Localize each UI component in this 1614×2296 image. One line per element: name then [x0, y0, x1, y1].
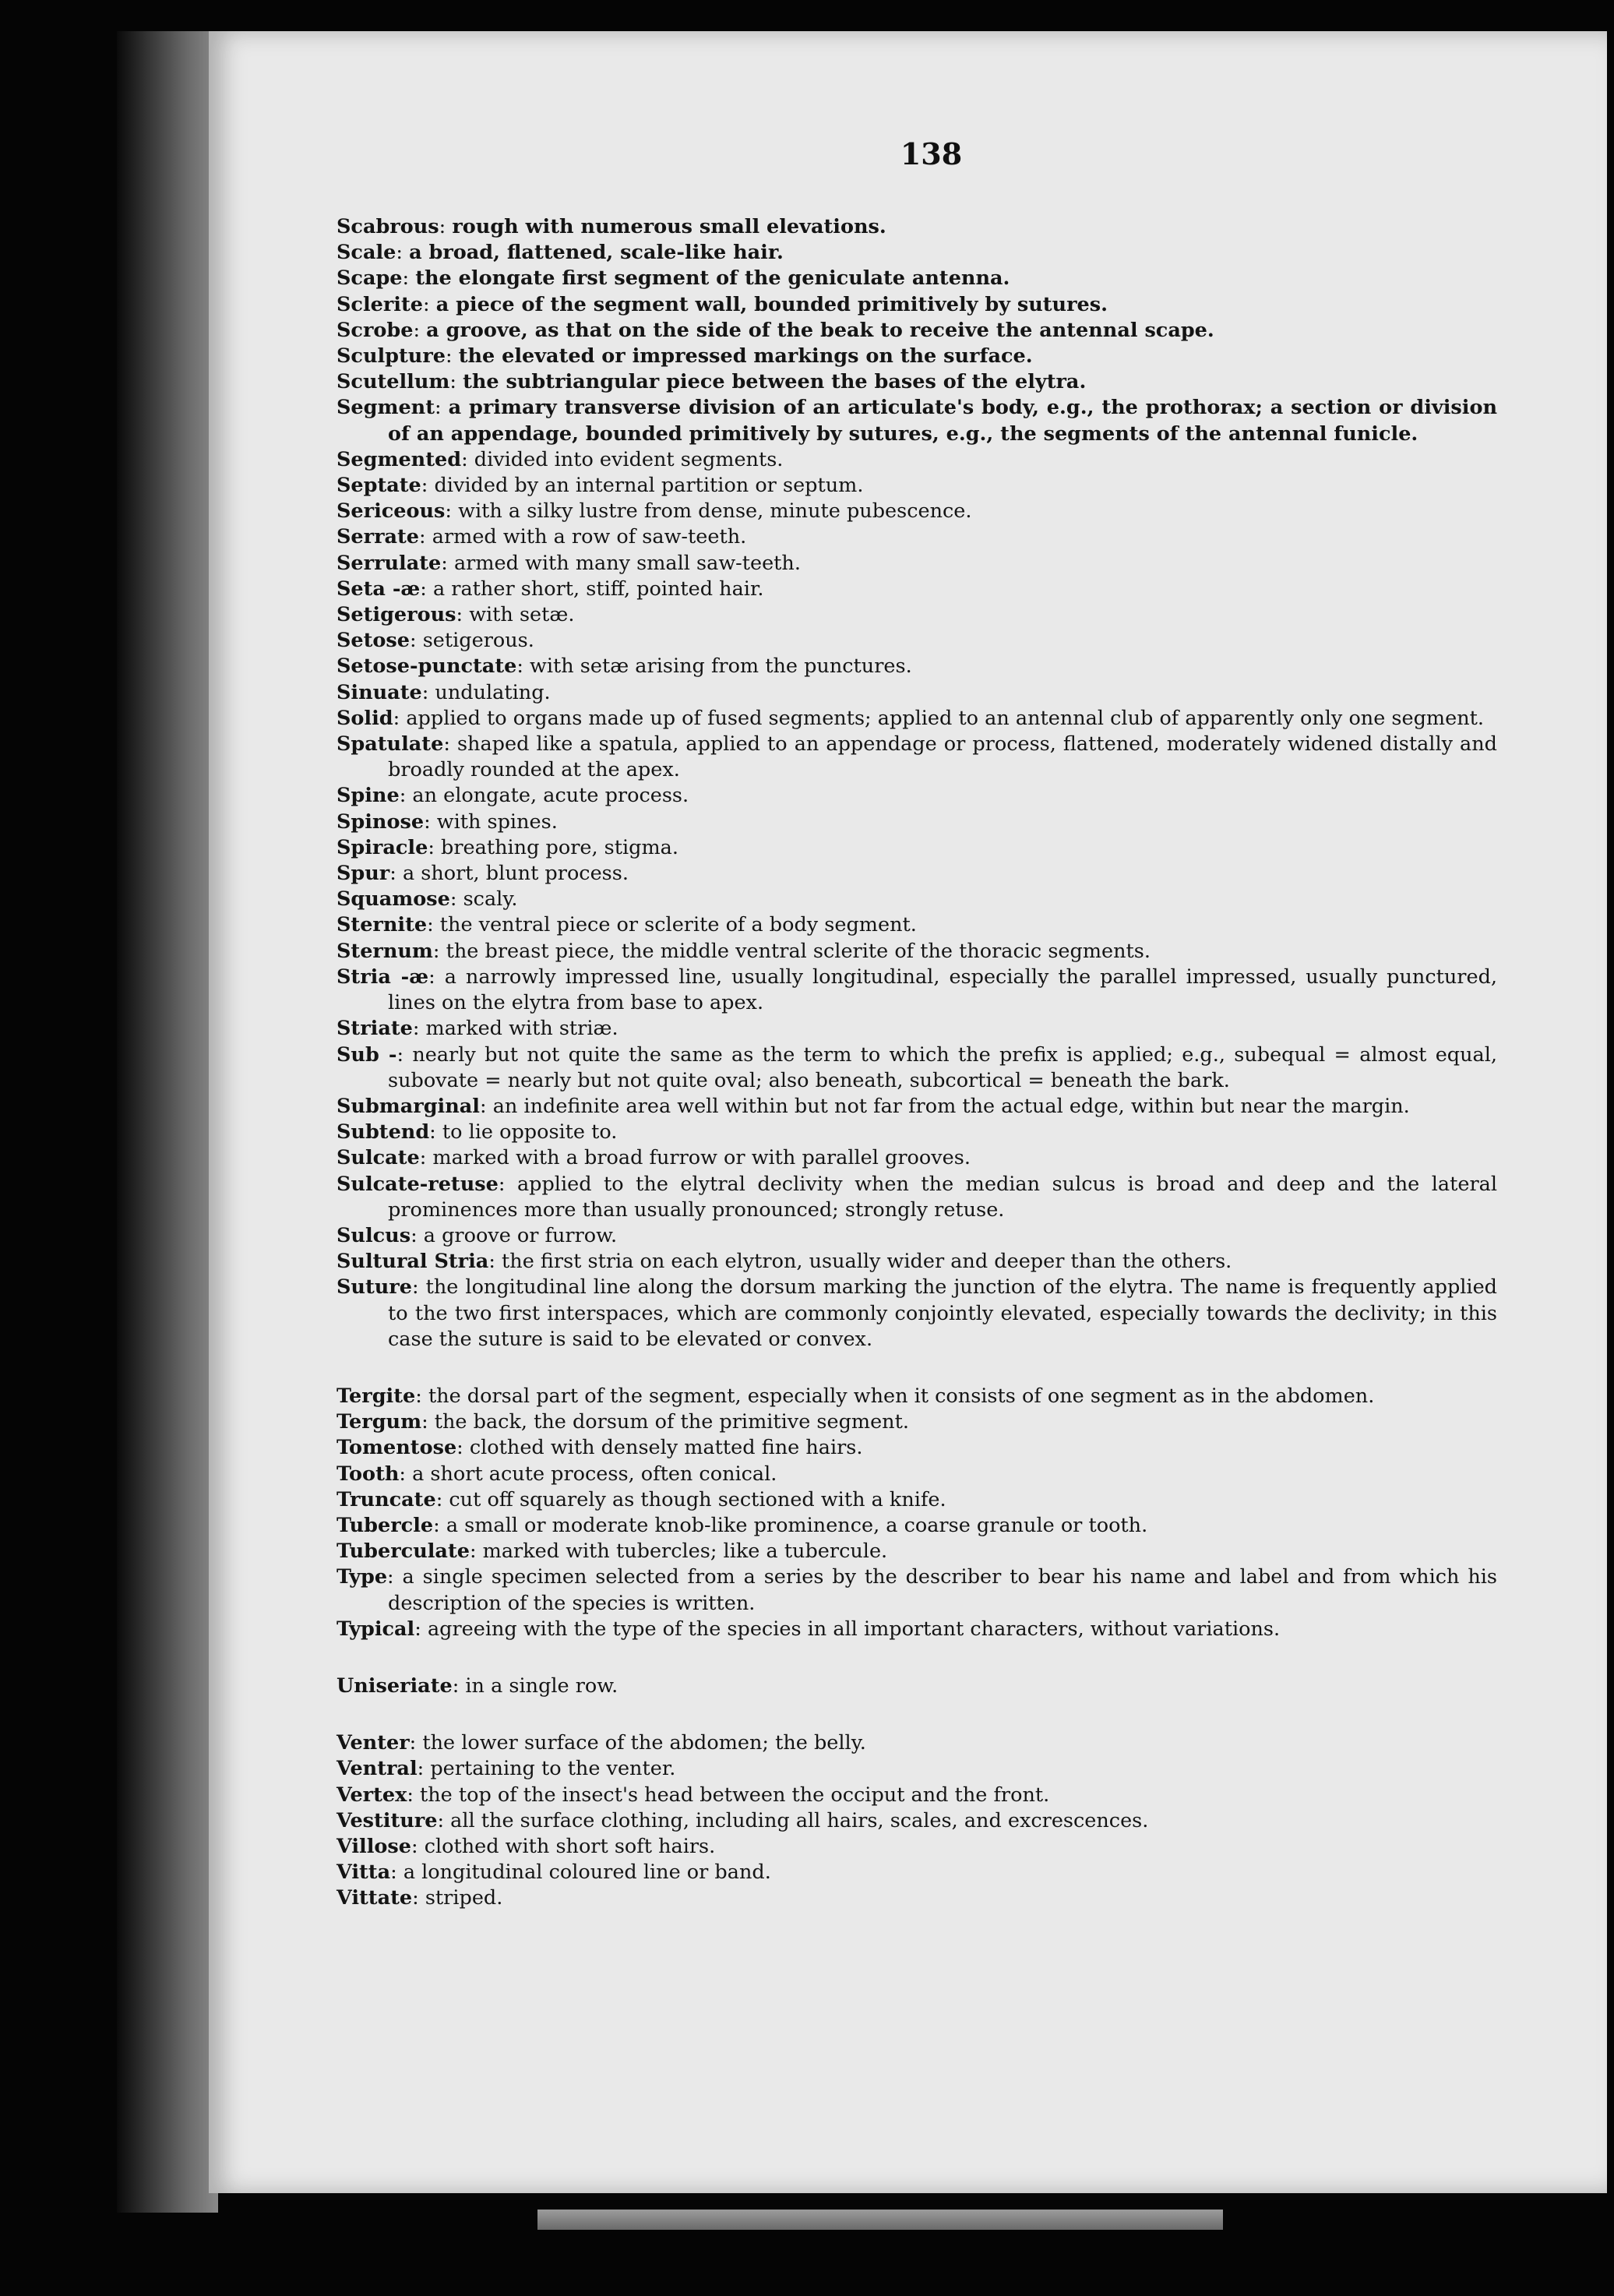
glossary-entry: Ventral: pertaining to the venter. — [337, 1757, 676, 1781]
glossary-definition: marked with tubercles; like a tubercule. — [482, 1539, 888, 1564]
glossary-definition: the top of the insect's head between the occiput and the front. — [420, 1783, 1050, 1807]
glossary-entry: Suture: the longitudinal line along the dorsum marking the junction of the elytra. The name is frequently applied to the two first interspaces, which are commonly conjointly elevated, especially towards the declivity; in this case the suture is said to be elevated or convex. — [337, 1275, 1498, 1351]
glossary-term: Spatulate — [337, 732, 444, 757]
glossary-definition: agreeing with the type of the species in all important characters, without variations. — [427, 1617, 1281, 1641]
glossary-definition: a piece of the segment wall, bounded primitively by sutures. — [435, 292, 1108, 316]
group-separator — [337, 1699, 1497, 1730]
glossary-term: Vitta — [337, 1860, 391, 1885]
glossary-definition: the dorsal part of the segment, especially when it consists of one segment as in the abdomen. — [428, 1384, 1375, 1408]
glossary-definition: the elongate first segment of the geniculate antenna. — [415, 266, 1010, 291]
glossary-entry: Sulcate-retuse: applied to the elytral declivity when the median sulcus is broad and deep and the lateral prominences more than usually pronounced; strongly retuse. — [337, 1172, 1497, 1222]
glossary-entry: Venter: the lower surface of the abdomen; the belly. — [337, 1731, 866, 1755]
page-number: 138 — [900, 136, 963, 171]
glossary-term: Sclerite — [337, 292, 423, 316]
glossary-term: Serrulate — [337, 551, 442, 575]
glossary-definition: pertaining to the venter. — [430, 1757, 676, 1781]
glossary-term: Setose-punctate — [337, 654, 517, 679]
glossary-entry: Sinuate: undulating. — [337, 680, 551, 704]
glossary-entry: Setigerous: with setæ. — [337, 603, 575, 627]
glossary-definition: the elevated or impressed markings on the surface. — [458, 344, 1033, 369]
glossary-definition: marked with striæ. — [425, 1017, 618, 1041]
glossary-entry: Spine: an elongate, acute process. — [337, 784, 689, 808]
glossary-entry: Scabrous: rough with numerous small elevations. — [337, 215, 886, 238]
glossary-entry: Tooth: a short acute process, often conical. — [337, 1462, 777, 1486]
glossary-term: Scabrous — [337, 215, 439, 238]
glossary-entry: Scale: a broad, flattened, scale-like hair. — [337, 241, 784, 265]
glossary-definition: to lie opposite to. — [442, 1120, 618, 1144]
glossary-entry: Typical: agreeing with the type of the species in all important characters, without variations. — [337, 1617, 1281, 1641]
glossary-term: Sinuate — [337, 680, 422, 704]
glossary-entry: Truncate: cut off squarely as though sectioned with a knife. — [337, 1487, 946, 1511]
glossary-term: Typical — [337, 1617, 415, 1641]
glossary-entry: Spinose: with spines. — [337, 809, 558, 834]
glossary-term: Sultural Stria — [337, 1250, 489, 1274]
glossary-entry: Stria -æ: a narrowly impressed line, usually longitudinal, especially the parallel impressed, usually punctured, lines on the elytra from base to apex. — [337, 965, 1497, 1015]
glossary-definition: the lower surface of the abdomen; the belly. — [422, 1731, 866, 1755]
glossary-definition: a single specimen selected from a series by the describer to bear his name and label and from which his description of the species is written. — [388, 1565, 1497, 1615]
glossary-term: Type — [337, 1565, 388, 1589]
glossary-term: Sub - — [337, 1042, 397, 1067]
glossary-definition: a groove or furrow. — [423, 1223, 618, 1247]
glossary-entry: Sulcate: marked with a broad furrow or with parallel grooves. — [337, 1146, 971, 1170]
glossary-definition: in a single row. — [465, 1674, 618, 1698]
glossary-term: Sericeous — [337, 499, 446, 524]
glossary-entry: Scrobe: a groove, as that on the side of the beak to receive the antennal scape. — [337, 318, 1214, 342]
glossary-entry: Segmented: divided into evident segments. — [337, 447, 784, 471]
glossary-entry: Scape: the elongate first segment of the geniculate antenna. — [337, 266, 1010, 291]
glossary-term: Vittate — [337, 1886, 413, 1910]
glossary-entry: Striate: marked with striæ. — [337, 1017, 618, 1041]
glossary-entry: Segment: a primary transverse division of an articulate's body, e.g., the prothorax; a section or division of an appendage, bounded primitively by sutures, e.g., the segments of the antennal funicle. — [337, 396, 1497, 446]
glossary-term: Suture — [337, 1275, 412, 1300]
glossary-definition: a narrowly impressed line, usually longitudinal, especially the parallel impressed, usually punctured, lines on the elytra from base to apex. — [388, 965, 1497, 1015]
glossary-definition: all the surface clothing, including all hairs, scales, and excrescences. — [450, 1808, 1149, 1832]
glossary-term: Sternum — [337, 939, 433, 963]
glossary-definition: with a silky lustre from dense, minute pubescence. — [458, 499, 972, 524]
glossary-definition: the back, the dorsum of the primitive segment. — [434, 1410, 909, 1434]
glossary-entry: Setose-punctate: with setæ arising from the punctures. — [337, 654, 912, 679]
glossary-entry: Seta -æ: a rather short, stiff, pointed hair. — [337, 577, 764, 601]
glossary-entry: Spur: a short, blunt process. — [337, 862, 629, 886]
glossary-term: Scutellum — [337, 370, 450, 394]
glossary-entry: Squamose: scaly. — [337, 887, 518, 912]
glossary-term: Subtend — [337, 1120, 430, 1144]
glossary-definition: a groove, as that on the side of the beak to receive the antennal scape. — [426, 318, 1214, 342]
glossary-entry: Spiracle: breathing pore, stigma. — [337, 835, 678, 859]
glossary-entry: Serrulate: armed with many small saw-teeth. — [337, 551, 801, 575]
glossary-term: Spine — [337, 784, 400, 808]
glossary-term: Sulcate — [337, 1146, 420, 1170]
glossary-entry: Type: a single specimen selected from a series by the describer to bear his name and label and from which his description of the species is written. — [337, 1565, 1497, 1615]
glossary-entry: Sclerite: a piece of the segment wall, bounded primitively by sutures. — [337, 292, 1108, 316]
glossary-term: Tooth — [337, 1462, 400, 1486]
glossary-term: Striate — [337, 1017, 413, 1041]
glossary-term: Scrobe — [337, 318, 414, 342]
glossary-term: Uniseriate — [337, 1674, 453, 1698]
glossary-term: Spur — [337, 862, 390, 886]
glossary-definition: marked with a broad furrow or with parallel grooves. — [432, 1146, 971, 1170]
glossary-definition: clothed with densely matted fine hairs. — [469, 1436, 863, 1460]
glossary-term: Setigerous — [337, 603, 456, 627]
glossary-definition: divided by an internal partition or septum. — [434, 474, 864, 498]
glossary-definition: cut off squarely as though sectioned with a knife. — [449, 1487, 946, 1511]
glossary-definition: setigerous. — [422, 629, 534, 653]
glossary-term: Tergite — [337, 1384, 416, 1408]
glossary-entry: Vertex: the top of the insect's head between the occiput and the front. — [337, 1783, 1050, 1807]
group-separator — [337, 1353, 1497, 1384]
glossary-definition: an elongate, acute process. — [412, 784, 689, 808]
glossary-entry: Sub -: nearly but not quite the same as the term to which the prefix is applied; e.g., subequal = almost equal, subovate = nearly but not quite oval; also beneath, subcortical = beneath the bark. — [337, 1042, 1498, 1092]
glossary-entry: Villose: clothed with short soft hairs. — [337, 1834, 716, 1858]
glossary-entry: Solid: applied to organs made up of fused segments; applied to an antennal club of apparently only one segment. — [337, 706, 1484, 730]
glossary-term: Seta -æ — [337, 577, 421, 601]
glossary-definition: a primary transverse division of an articulate's body, e.g., the prothorax; a section or division of an appendage, bounded primitively by sutures, e.g., the segments of the antennal funicle. — [388, 396, 1497, 446]
glossary-term: Septate — [337, 474, 421, 498]
glossary-definition: the ventral piece or sclerite of a body segment. — [439, 913, 917, 937]
glossary-term: Sculpture — [337, 344, 446, 369]
glossary-term: Scale — [337, 241, 396, 265]
glossary-term: Sternite — [337, 913, 428, 937]
glossary-term: Vestiture — [337, 1808, 438, 1832]
glossary-entries — [337, 214, 1497, 1912]
glossary-entry: Setose: setigerous. — [337, 629, 534, 653]
glossary-term: Venter — [337, 1731, 410, 1755]
glossary-definition: with setæ arising from the punctures. — [530, 654, 912, 679]
glossary-term: Scape — [337, 266, 403, 291]
glossary-definition: applied to the elytral declivity when the median sulcus is broad and deep and the lateral prominences more than usually pronounced; strongly retuse. — [388, 1172, 1497, 1222]
glossary-entry: Sculpture: the elevated or impressed markings on the surface. — [337, 344, 1033, 369]
glossary-definition: shaped like a spatula, applied to an appendage or process, flattened, moderately widened distally and broadly rounded at the apex. — [388, 732, 1498, 782]
group-separator — [337, 1642, 1497, 1674]
glossary-term: Squamose — [337, 887, 450, 912]
glossary-term: Tuberculate — [337, 1539, 470, 1564]
glossary-definition: nearly but not quite the same as the term to which the prefix is applied; e.g., subequal = almost equal, subovate = nearly but not quite oval; also beneath, subcortical = beneath the bark. — [388, 1042, 1498, 1092]
glossary-term: Segment — [337, 396, 435, 420]
glossary-definition: a small or moderate knob-like prominence, a coarse granule or tooth. — [446, 1513, 1148, 1537]
glossary-definition: the subtriangular piece between the bases of the elytra. — [463, 370, 1087, 394]
glossary-definition: a rather short, stiff, pointed hair. — [432, 577, 764, 601]
glossary-term: Spiracle — [337, 835, 428, 859]
glossary-definition: a short, blunt process. — [402, 862, 629, 886]
glossary-definition: with spines. — [436, 809, 558, 834]
glossary-term: Villose — [337, 1834, 411, 1858]
glossary-entry: Vestiture: all the surface clothing, including all hairs, scales, and excrescences. — [337, 1808, 1149, 1832]
glossary-entry: Serrate: armed with a row of saw-teeth. — [337, 525, 747, 549]
glossary-definition: divided into evident segments. — [474, 447, 784, 471]
glossary-definition: breathing pore, stigma. — [441, 835, 678, 859]
glossary-term: Segmented — [337, 447, 462, 471]
glossary-definition: armed with a row of saw-teeth. — [432, 525, 747, 549]
glossary-entry: Sericeous: with a silky lustre from dense, minute pubescence. — [337, 499, 972, 524]
glossary-definition: a broad, flattened, scale-like hair. — [409, 241, 784, 265]
glossary-entry: Spatulate: shaped like a spatula, applied to an appendage or process, flattened, moderately widened distally and broadly rounded at the apex. — [337, 732, 1498, 782]
glossary-term: Serrate — [337, 525, 420, 549]
glossary-term: Setose — [337, 629, 411, 653]
glossary-entry: Tergite: the dorsal part of the segment, especially when it consists of one segment as in the abdomen. — [337, 1384, 1375, 1408]
glossary-term: Solid — [337, 706, 393, 730]
glossary-definition: the first stria on each elytron, usually wider and deeper than the others. — [502, 1250, 1232, 1274]
glossary-term: Truncate — [337, 1487, 436, 1511]
glossary-term: Ventral — [337, 1757, 418, 1781]
glossary-definition: scaly. — [463, 887, 518, 912]
glossary-definition: an indefinite area well within but not far from the actual edge, within but near the margin. — [492, 1094, 1410, 1118]
glossary-term: Stria -æ — [337, 965, 429, 989]
glossary-definition: undulating. — [435, 680, 551, 704]
glossary-entry: Sternum: the breast piece, the middle ventral sclerite of the thoracic segments. — [337, 939, 1151, 963]
glossary-entry: Uniseriate: in a single row. — [337, 1674, 618, 1698]
glossary-term: Tomentose — [337, 1436, 457, 1460]
glossary-term: Submarginal — [337, 1094, 480, 1118]
glossary-term: Spinose — [337, 809, 425, 834]
glossary-definition: striped. — [425, 1886, 503, 1910]
glossary-entry: Vittate: striped. — [337, 1886, 503, 1910]
glossary-definition: applied to organs made up of fused segments; applied to an antennal club of apparently only one segment. — [406, 706, 1484, 730]
glossary-entry: Sultural Stria: the first stria on each elytron, usually wider and deeper than the others. — [337, 1250, 1232, 1274]
glossary-term: Sulcus — [337, 1223, 411, 1247]
glossary-definition: the breast piece, the middle ventral sclerite of the thoracic segments. — [446, 939, 1151, 963]
page-edge-shadow — [117, 31, 218, 2213]
glossary-entry: Scutellum: the subtriangular piece between the bases of the elytra. — [337, 370, 1087, 394]
glossary-definition: clothed with short soft hairs. — [424, 1834, 716, 1858]
glossary-definition: a longitudinal coloured line or band. — [403, 1860, 771, 1885]
glossary-entry: Subtend: to lie opposite to. — [337, 1120, 618, 1144]
glossary-entry: Submarginal: an indefinite area well within but not far from the actual edge, within but near the margin. — [337, 1094, 1410, 1118]
glossary-entry: Sternite: the ventral piece or sclerite of a body segment. — [337, 913, 917, 937]
glossary-definition: a short acute process, often conical. — [412, 1462, 777, 1486]
scanned-page — [209, 31, 1607, 2193]
glossary-entry: Septate: divided by an internal partition or septum. — [337, 474, 864, 498]
glossary-term: Tergum — [337, 1410, 422, 1434]
glossary-term: Sulcate-retuse — [337, 1172, 499, 1196]
page-bottom-strip — [537, 2210, 1223, 2230]
glossary-entry: Tuberculate: marked with tubercles; like a tubercule. — [337, 1539, 888, 1564]
glossary-definition: the longitudinal line along the dorsum marking the junction of the elytra. The name is frequently applied to the two first interspaces, which are commonly conjointly elevated, especially towards the declivity; in this case the suture is said to be elevated or convex. — [388, 1275, 1498, 1351]
glossary-term: Tubercle — [337, 1513, 434, 1537]
glossary-entry: Tergum: the back, the dorsum of the primitive segment. — [337, 1410, 909, 1434]
glossary-entry: Vitta: a longitudinal coloured line or band. — [337, 1860, 771, 1885]
glossary-entry: Tubercle: a small or moderate knob-like prominence, a coarse granule or tooth. — [337, 1513, 1148, 1537]
glossary-definition: armed with many small saw-teeth. — [453, 551, 801, 575]
glossary-definition: with setæ. — [469, 603, 575, 627]
glossary-entry: Tomentose: clothed with densely matted fine hairs. — [337, 1436, 863, 1460]
glossary-term: Vertex — [337, 1783, 407, 1807]
glossary-entry: Sulcus: a groove or furrow. — [337, 1223, 618, 1247]
glossary-definition: rough with numerous small elevations. — [452, 215, 886, 238]
